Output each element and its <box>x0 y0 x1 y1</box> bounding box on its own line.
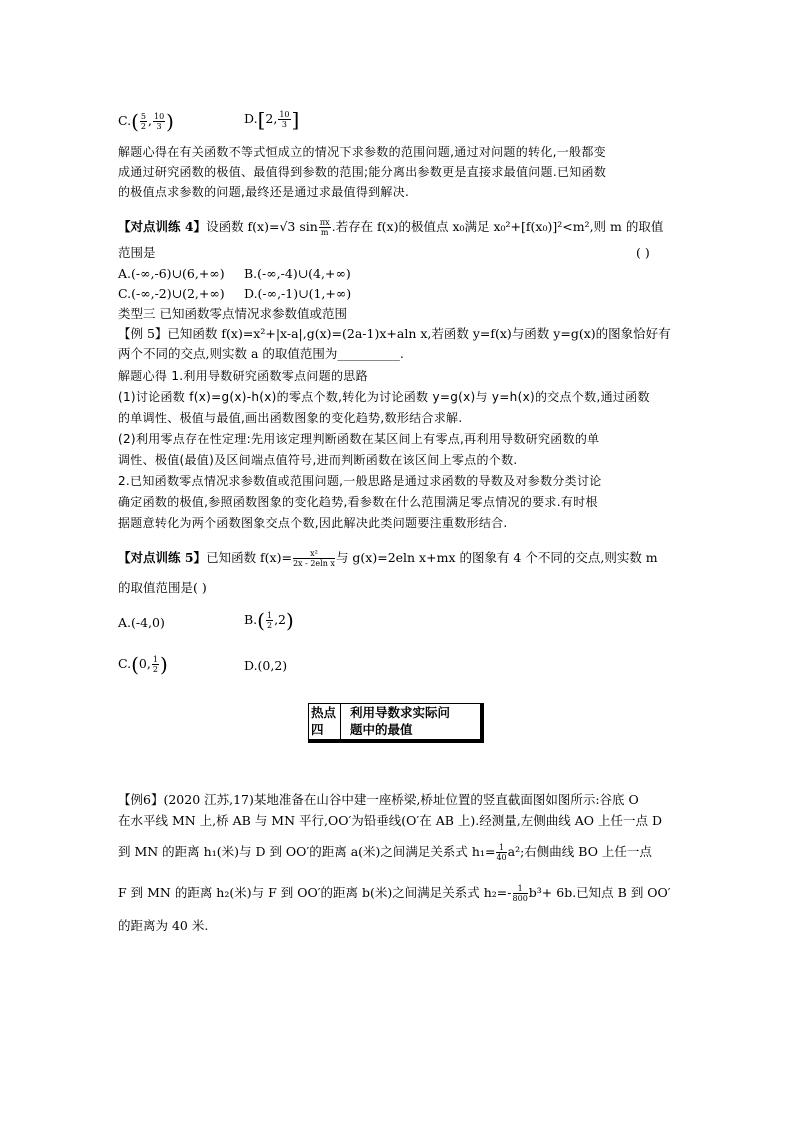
hotspot-box <box>308 703 484 743</box>
training5-option-c <box>118 652 168 677</box>
hotspot-index: 四 <box>311 722 324 737</box>
option-d-top <box>244 107 300 132</box>
fraction <box>319 218 331 237</box>
option-d-label: D. <box>244 111 258 126</box>
hotspot-title <box>341 704 480 739</box>
option-d-left: 2, <box>265 111 278 126</box>
example6-line5: 的距离为 40 米. <box>118 918 209 933</box>
frac-num: x² <box>293 549 335 559</box>
training4-option-c: C.(-∞,-2)∪(2,+∞) <box>118 286 225 301</box>
fraction <box>293 549 335 568</box>
paren-open: ( <box>257 608 265 633</box>
frac-num: πx <box>319 218 330 227</box>
frac-num: 1 <box>152 655 158 664</box>
bracket-open: [ <box>257 107 266 132</box>
hotspot-title-line2: 题中的最值 <box>350 722 413 737</box>
fraction <box>278 110 290 129</box>
paren-open: ( <box>131 109 139 134</box>
option-c-label: C. <box>118 113 132 128</box>
frac-num: 1 <box>496 843 506 853</box>
example5-line2: 两个不同的交点,则实数 a 的取值范围为__________. <box>118 346 404 361</box>
example6-line4 <box>118 884 671 903</box>
example5-line1: 【例 5】已知函数 f(x)=x²+|x-a|,g(x)=(2a-1)x+aln x,若函数 y=f(x)与函数 y=g(x)的图象恰好有 <box>118 326 671 341</box>
tip2-l2: 的单调性、极值与最值,画出函数图象的变化趋势,数形结合求解. <box>118 411 463 425</box>
example6-line3-a: 到 MN 的距离 h₁(米)与 D 到 OO′的距离 a(米)之间满足关系式 h₁= <box>118 844 496 859</box>
training5-option-a: A.(-4,0) <box>118 615 165 630</box>
tip1-line3: 的极值点求参数的问题,最终还是通过求最值得到解决. <box>118 185 410 199</box>
option-c-label: C. <box>118 656 132 671</box>
frac-den: m <box>320 228 329 237</box>
frac-den: 800 <box>512 894 528 903</box>
frac-num: 10 <box>153 112 165 121</box>
frac-den: 40 <box>496 853 507 862</box>
training4-text-b: .若存在 f(x)的极值点 x₀满足 x₀²+[f(x₀)]²<m²,则 m 的取值 <box>331 219 664 234</box>
option-c-head: 0, <box>138 656 151 671</box>
training5-option-d: D.(0,2) <box>244 658 288 673</box>
frac-num: 5 <box>140 112 146 121</box>
frac-den: 3 <box>156 122 162 131</box>
paren-open: ( <box>131 652 139 677</box>
hotspot-title-line1: 利用导数求实际问 <box>350 705 451 720</box>
tip2-l3: (2)利用零点存在性定理:先用该定理判断函数在某区间上有零点,再利用导数研究函数的单 <box>118 432 600 446</box>
fraction <box>513 884 528 903</box>
tip2-l1: (1)讨论函数 f(x)=g(x)-h(x)的零点个数,转化为讨论函数 y=g(x)与 y=h(x)的交点个数,通过函数 <box>118 390 650 404</box>
example6-line2: 在水平线 MN 上,桥 AB 与 MN 平行,OO′为铅垂线(O′在 AB 上).经测量,左侧曲线 AO 上任一点 D <box>118 813 662 828</box>
training4-line2: 范围是 <box>118 245 156 260</box>
sqrt-3: √3 <box>279 219 296 234</box>
fraction <box>152 655 159 674</box>
training5-line2: 的取值范围是( ) <box>118 580 207 595</box>
training5-text-a: 已知函数 f(x)= <box>206 550 292 565</box>
example6-line1: 【例6】(2020 江苏,17)某地准备在山谷中建一座桥梁,桥址位置的竖直截面图如图所示:谷底 O <box>118 792 639 807</box>
frac-num: 1 <box>266 611 273 620</box>
frac-den: 2 <box>266 621 273 630</box>
hotspot-number <box>309 704 341 739</box>
tip1-line1: 解题心得在有关函数不等式恒成立的情况下求参数的范围问题,通过对问题的转化,一般都变 <box>118 145 606 159</box>
fraction <box>140 112 147 131</box>
training4-text-a: 设函数 f(x)= <box>206 219 280 234</box>
option-b-tail: ,2 <box>274 612 287 627</box>
sin: sin <box>295 219 318 234</box>
frac-num: 10 <box>279 110 290 119</box>
tip1-line2: 成通过研究函数的极值、最值得到参数的范围;能分离出参数更是直接求最值问题.已知函数 <box>118 165 607 179</box>
option-b-label: B. <box>244 612 258 627</box>
fraction <box>496 843 506 862</box>
frac-num: 1 <box>513 884 528 894</box>
bracket-close: ] <box>291 107 300 132</box>
tip2-head: 解题心得 1.利用导数研究函数零点问题的思路 <box>118 369 368 383</box>
fraction <box>153 112 165 131</box>
frac-den: 2 <box>140 122 146 131</box>
training4-option-b: B.(-∞,-4)∪(4,+∞) <box>244 266 351 281</box>
training4-line1 <box>118 218 663 237</box>
tip2-l4: 调性、极值(最值)及区间端点值符号,进而判断函数在该区间上零点的个数. <box>118 453 518 467</box>
tip2-l5: 2.已知函数零点情况求参数值或范围问题,一般思路是通过求函数的导数及对参数分类讨论 <box>118 474 602 488</box>
paren-close: ) <box>286 608 294 633</box>
answer-paren: ( ) <box>636 245 650 260</box>
example6-line4-b: b³+ 6b.已知点 B 到 OO′ <box>528 885 671 900</box>
training4-option-d: D.(-∞,-1)∪(1,+∞) <box>244 286 352 301</box>
training5-label: 【对点训练 5】 <box>118 550 207 565</box>
frac-den: 2x - 2eln x <box>292 559 335 568</box>
example6-line3 <box>118 843 652 862</box>
training5-text-b: 与 g(x)=2eln x+mx 的图象有 4 个不同的交点,则实数 m <box>335 550 658 565</box>
option-c-top: C.( $\frac{5}{2}$ , $\frac{10}{3}$ ) <box>118 109 174 134</box>
frac-den: 3 <box>281 120 287 129</box>
frac-den: 2 <box>152 665 158 674</box>
fraction <box>266 611 273 630</box>
training5-option-b <box>244 608 294 633</box>
training4-label: 【对点训练 4】 <box>118 219 207 234</box>
training4-option-a: A.(-∞,-6)∪(6,+∞) <box>118 266 225 281</box>
example6-line4-a: F 到 MN 的距离 h₂(米)与 F 到 OO′的距离 b(米)之间满足关系式 h₂=- <box>118 885 512 900</box>
paren-close: ) <box>159 652 168 677</box>
paren-close: ) <box>166 109 174 134</box>
tip2-l6: 确定函数的极值,参照函数图象的变化趋势,看参数在什么范围满足零点情况的要求.有时根 <box>118 495 598 509</box>
training5-line1 <box>118 549 658 568</box>
tip2-l7: 据题意转化为两个函数图象交点个数,因此解决此类问题要注重数形结合. <box>118 516 508 530</box>
example6-line3-b: a²;右侧曲线 BO 上任一点 <box>507 844 652 859</box>
type3-heading: 类型三 已知函数零点情况求参数值或范围 <box>118 306 347 321</box>
hotspot-label: 热点 <box>311 705 337 720</box>
